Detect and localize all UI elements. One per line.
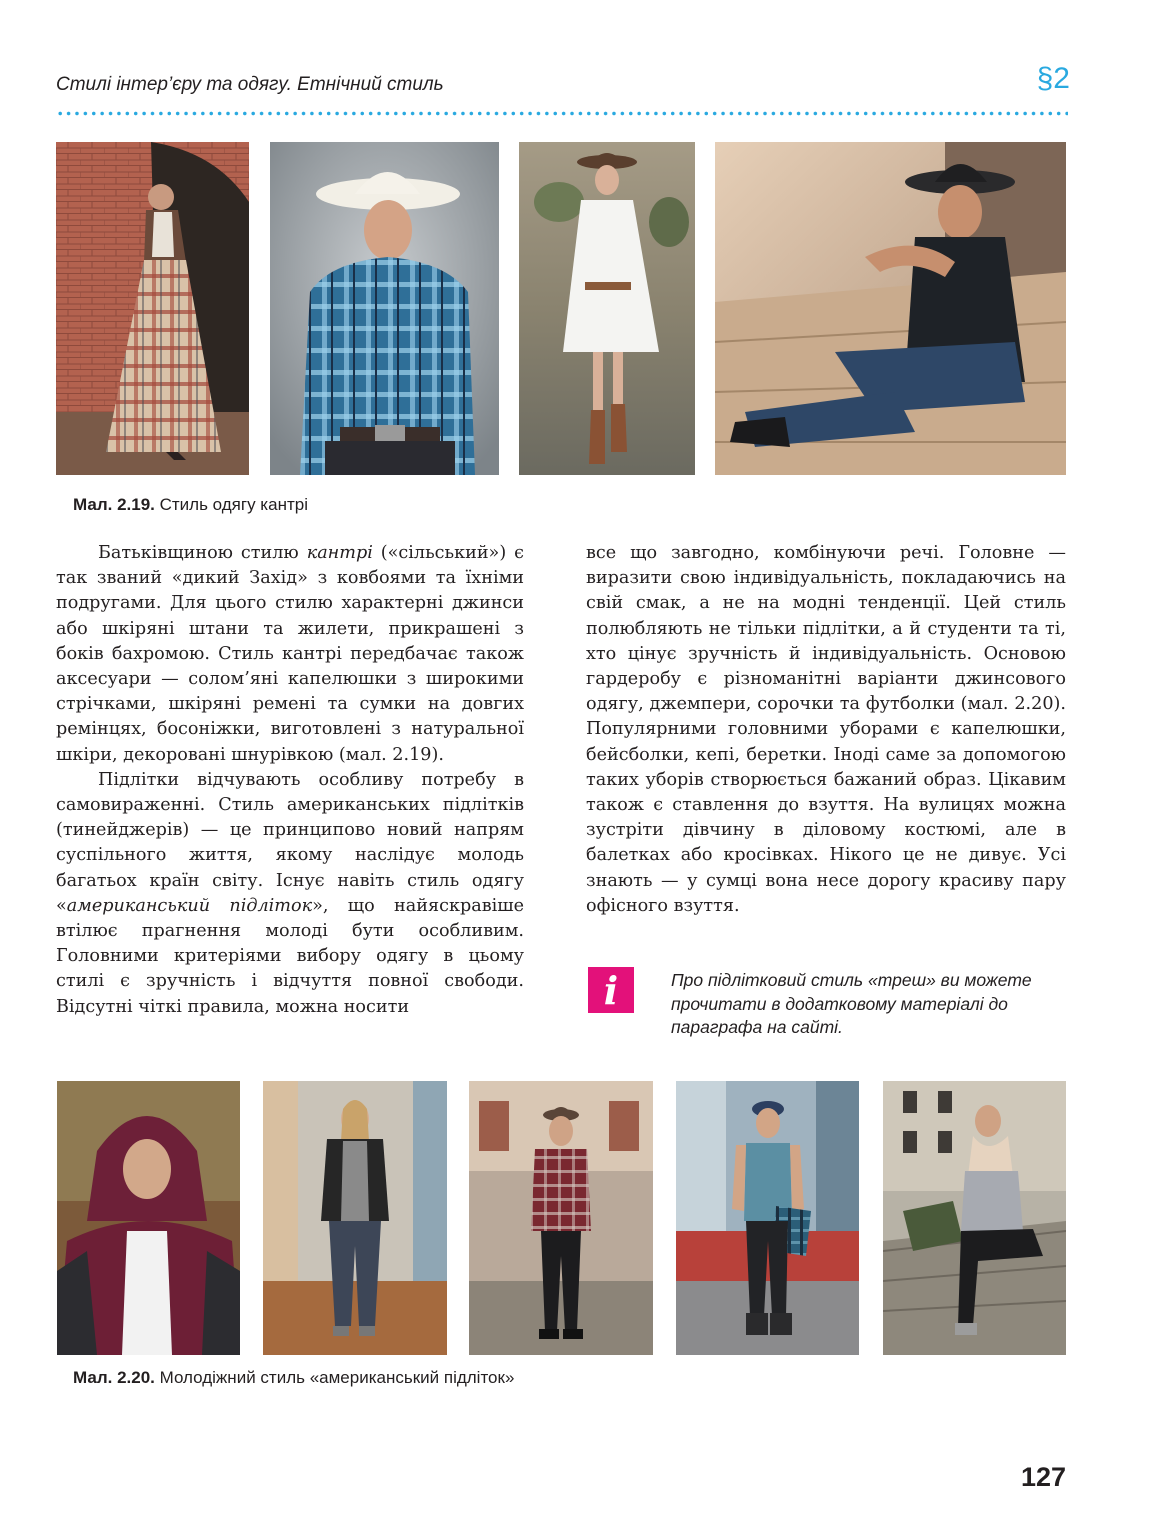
photo-teen-girl-leather-jacket	[263, 1081, 447, 1355]
paragraph-continuation: все що завгодно, комбінуючи речі. Головне — виразити свою індивідуальність, покладаючись на свій смак, а не на модні тенденції. Цей стиль полюбляють не тільки підлітки, а й студенти та ті, хто цінує зручність й індивідуальність. Основою гардеробу є різноманітні варіанти джинсового одягу, джемпери, сорочки та футболки (мал. 2.20). Популярними головними уборами є капелюшки, бейсболки, кепі, беретки. Іноді саме за допомогою таких уборів створюється бажаний образ. Цікавим також є ставлення до взуття. На вулицях можна зустріти дівчину в діловому костюмі, але в балетках або кросівках. Нікого це не дивує. Усі знають — у сумці вона несе дорогу красиву пару офісного взуття.	[586, 543, 1066, 916]
figure-caption-220	[73, 1368, 514, 1388]
photo-teen-girl-scarf	[883, 1081, 1066, 1355]
photo-man-sitting-black-hat	[715, 142, 1066, 475]
running-header-title: Стилі інтер’єру та одягу. Етнічний стиль	[56, 74, 444, 95]
paragraph-teenager-start: Підлітки відчувають особливу потребу в самовираженні. Стиль американських підлітків (тинейджерів) — це принципово новий напрям суспільного життя, якому наслідує молодь багатьох країн світу. Існує навіть стиль одягу «	[56, 769, 524, 916]
photo-teen-plaid-shirt-hat	[469, 1081, 653, 1355]
dotted-divider	[56, 111, 1068, 116]
paragraph-teenager-end: », що найяскравіше втілює прагнення молоді бути особливим. Головними критеріями вибору одягу в цьому стилі є зручність і відчуття повної свободи. Відсутні чіткі правила, можна носити	[56, 895, 524, 1017]
photo-runway-white-dress	[519, 142, 695, 475]
info-note: Про підлітковий стиль «треш» ви можете прочитати в додатковому матеріалі до параграфа на сайті.	[671, 970, 1032, 1037]
photo-cowboy-plaid-shirt	[270, 142, 499, 475]
text-column-left	[56, 541, 524, 1020]
figure-caption-219	[73, 495, 308, 515]
info-icon: i	[588, 967, 634, 1013]
photo-country-woman-plaid-skirt	[56, 142, 249, 475]
figure-label-220: Мал. 2.20.	[73, 1368, 155, 1387]
paragraph-country-start: Батьківщиною стилю	[98, 543, 307, 563]
figure-text-220: Молодіжний стиль «американський підліток»	[154, 1368, 515, 1387]
photo-teen-hooded-jacket	[57, 1081, 240, 1355]
term-american-teenager: американський підліток	[66, 895, 313, 916]
photo-teen-tank-top-cap	[676, 1081, 859, 1355]
figure-text-219: Стиль одягу кантрі	[154, 495, 308, 514]
paragraph-teenager	[56, 768, 524, 1020]
term-country: кантрі	[306, 543, 373, 563]
text-column-right	[586, 541, 1066, 919]
figure-label-219: Мал. 2.19.	[73, 495, 155, 514]
section-number: §2	[1036, 62, 1070, 95]
paragraph-country	[56, 541, 524, 768]
page-number: 127	[1020, 1462, 1066, 1492]
paragraph-country-end: («сільський») є так званий «дикий Захід» з ковбоями та їхніми подругами. Для цього стилю характерні джинси або шкіряні штани та жилети, прикрашені з боків бахромою. Стиль кантрі передбачає також аксесуари — солом’яні капелюшки з широкими стрічками, шкіряні ремені та сумки на довгих ремінцях, босоніжки, виготовлені з натуральної шкіри, декоровані шнурівкою (мал. 2.19).	[56, 543, 524, 765]
